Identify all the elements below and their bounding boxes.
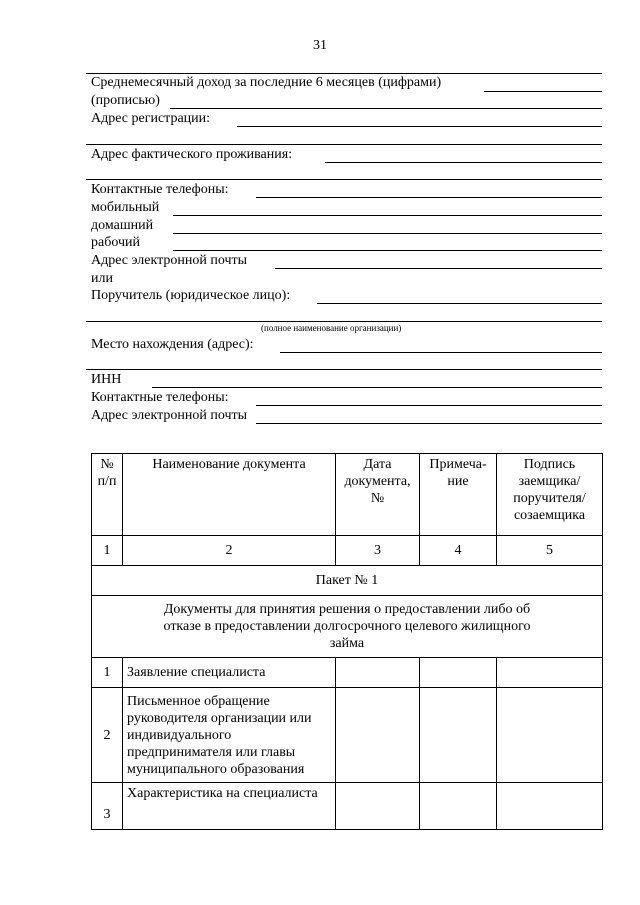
row-date-cell[interactable] bbox=[336, 783, 420, 830]
reg-address-field-2[interactable] bbox=[86, 144, 602, 145]
or-label: или bbox=[91, 271, 113, 286]
guarantor-label: Поручитель (юридическое лицо): bbox=[91, 288, 291, 303]
col-number: 3 bbox=[336, 536, 420, 566]
row-note-cell[interactable] bbox=[420, 688, 497, 783]
income-digits-field[interactable] bbox=[484, 91, 602, 92]
guarantor-field[interactable] bbox=[317, 303, 602, 304]
row-note-cell[interactable] bbox=[420, 658, 497, 688]
top-rule bbox=[86, 73, 602, 74]
header-note: Примеча-ние bbox=[420, 454, 497, 536]
org-email-label: Адрес электронной почты bbox=[91, 408, 248, 423]
col-number: 4 bbox=[420, 536, 497, 566]
documents-table bbox=[91, 453, 603, 830]
income-label: Среднемесячный доход за последние 6 месяцев (цифрами) bbox=[91, 75, 442, 90]
org-phones-field[interactable] bbox=[256, 405, 602, 406]
col-number: 5 bbox=[497, 536, 603, 566]
income-words-label: (прописью) bbox=[91, 93, 160, 108]
table-row bbox=[92, 783, 603, 830]
location-field[interactable] bbox=[280, 352, 602, 353]
reg-address-label: Адрес регистрации: bbox=[91, 111, 211, 126]
row-num: 1 bbox=[92, 658, 123, 688]
row-note-cell[interactable] bbox=[420, 783, 497, 830]
org-name-field[interactable] bbox=[86, 321, 602, 322]
row-sign-cell[interactable] bbox=[497, 688, 603, 783]
header-num: № п/п bbox=[92, 454, 123, 536]
location-label: Место нахождения (адрес): bbox=[91, 337, 254, 352]
org-name-caption: (полное наименование организации) bbox=[261, 323, 402, 333]
location-field-2[interactable] bbox=[86, 369, 602, 370]
reg-address-field[interactable] bbox=[237, 126, 602, 127]
table-row bbox=[92, 658, 603, 688]
row-doc-name: Характеристика на специалиста bbox=[123, 783, 336, 830]
phones-label: Контактные телефоны: bbox=[91, 182, 229, 197]
row-doc-name: Письменное обращение руководителя организации или индивидуального предпринимателя или главы муниципального образования bbox=[123, 688, 336, 783]
table-header-row bbox=[92, 454, 603, 536]
row-sign-cell[interactable] bbox=[497, 658, 603, 688]
actual-address-field[interactable] bbox=[325, 162, 602, 163]
email-label: Адрес электронной почты bbox=[91, 253, 248, 268]
home-field[interactable] bbox=[173, 233, 602, 234]
phones-field[interactable] bbox=[256, 197, 602, 198]
mobile-field[interactable] bbox=[173, 215, 602, 216]
package-title: Пакет № 1 bbox=[92, 566, 603, 596]
inn-field[interactable] bbox=[152, 387, 602, 388]
package-row bbox=[92, 566, 603, 596]
row-date-cell[interactable] bbox=[336, 688, 420, 783]
row-doc-name: Заявление специалиста bbox=[123, 658, 336, 688]
col-number: 2 bbox=[123, 536, 336, 566]
org-email-field[interactable] bbox=[256, 423, 602, 424]
row-num: 3 bbox=[92, 783, 123, 830]
column-numbers-row bbox=[92, 536, 603, 566]
work-field[interactable] bbox=[173, 250, 602, 251]
header-sign: Подпись заемщика/ поручителя/ созаемщика bbox=[497, 454, 603, 536]
email-field[interactable] bbox=[275, 268, 602, 269]
actual-address-label: Адрес фактического проживания: bbox=[91, 147, 293, 162]
header-date: Дата документа, № bbox=[336, 454, 420, 536]
col-number: 1 bbox=[92, 536, 123, 566]
mobile-label: мобильный bbox=[91, 200, 160, 215]
row-date-cell[interactable] bbox=[336, 658, 420, 688]
actual-address-field-2[interactable] bbox=[86, 179, 602, 180]
income-words-field[interactable] bbox=[170, 108, 602, 109]
table-row bbox=[92, 688, 603, 783]
row-sign-cell[interactable] bbox=[497, 783, 603, 830]
section-title: Документы для принятия решения о предоставлении либо об отказе в предоставлении долгосрочного целевого жилищного займа bbox=[92, 596, 603, 658]
home-label: домашний bbox=[91, 218, 154, 233]
org-phones-label: Контактные телефоны: bbox=[91, 390, 229, 405]
page-number: 31 bbox=[313, 38, 327, 53]
inn-label: ИНН bbox=[91, 372, 122, 387]
section-row bbox=[92, 596, 603, 658]
row-num: 2 bbox=[92, 688, 123, 783]
work-label: рабочий bbox=[91, 235, 140, 250]
header-name: Наименование документа bbox=[123, 454, 336, 536]
